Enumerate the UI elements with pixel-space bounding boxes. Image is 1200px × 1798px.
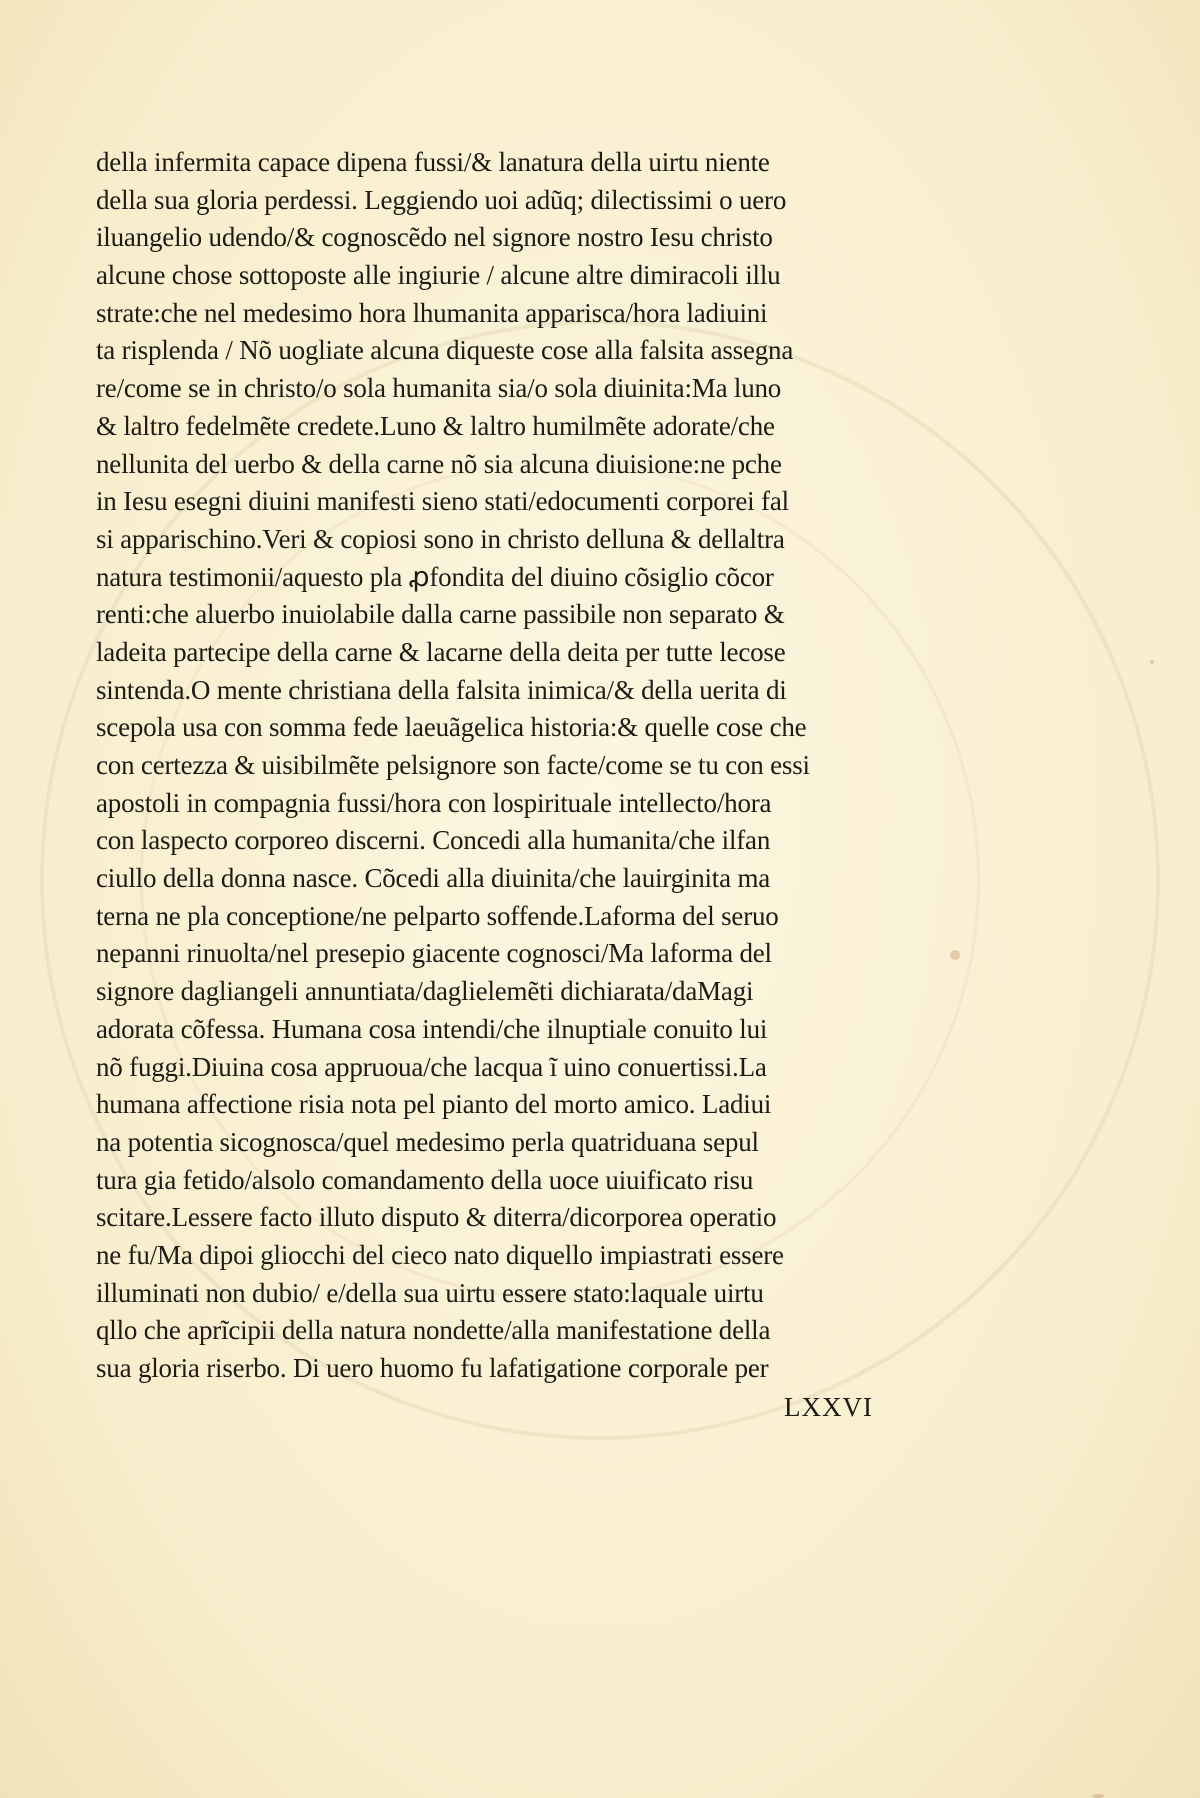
text-line: si apparischino.Veri & copiosi sono in christo delluna & dellaltra [96, 523, 785, 554]
text-line: nellunita del uerbo & della carne nõ sia alcuna diuisione:ne pche [96, 448, 782, 479]
text-line: sintenda.O mente christiana della falsita inimica/& della uerita di [96, 674, 787, 705]
text-line: re/come se in christo/o sola humanita sia/o sola diuinita:Ma luno [96, 373, 782, 404]
text-line: strate:che nel medesimo hora lhumanita apparisca/hora ladiuini [96, 297, 768, 328]
text-line: nõ fuggi.Diuina cosa appruoua/che lacqua ĩ uino conuertissi.La [96, 1051, 767, 1082]
text-line: adorata cõfessa. Humana cosa intendi/che ilnuptiale conuito lui [96, 1013, 768, 1044]
text-line: nepanni rinuolta/nel presepio giacente cognosci/Ma laforma del [96, 938, 772, 969]
text-line: della infermita capace dipena fussi/& lanatura della uirtu niente [96, 147, 770, 177]
text-line: apostoli in compagnia fussi/hora con lospirituale intellecto/hora [96, 787, 772, 818]
body-text [96, 144, 926, 1388]
text-line: iluangelio udendo/& cognoscẽdo nel signore nostro Iesu christo [96, 222, 773, 253]
text-line: scepola usa con somma fede laeuãgelica historia:& quelle cose che [96, 712, 807, 743]
text-line: signore dagliangeli annuntiata/daglielemẽti dichiarata/daMagi [96, 976, 754, 1007]
text-line: qllo che aprĩcipii della natura nondette/alla manifestatione della [96, 1315, 771, 1346]
text-line: tura gia fetido/alsolo comandamento della uoce uiuificato risu [96, 1164, 754, 1195]
text-line: della sua gloria perdessi. Leggiendo uoi adũq; dilectissimi o uero [96, 184, 787, 215]
text-line: ta risplenda / Nõ uogliate alcuna diqueste cose alla falsita assegna [96, 335, 794, 366]
text-line: illuminati non dubio/ e/della sua uirtu essere stato:laquale uirtu [96, 1277, 764, 1308]
text-line: sua gloria riserbo. Di uero huomo fu lafatigatione corporale per [96, 1353, 769, 1383]
text-line: in Iesu esegni diuini manifesti sieno stati/edocumenti corporei fal [96, 486, 789, 517]
text-line: ciullo della donna nasce. Cõcedi alla diuinita/che lauirginita ma [96, 863, 771, 894]
text-line: scitare.Lessere facto illuto disputo & diterra/dicorporea operatio [96, 1202, 777, 1233]
folio-number: LXXVI [784, 1392, 873, 1422]
text-line: con certezza & uisibilmẽte pelsignore son facte/come se tu con essi [96, 750, 810, 780]
text-line: terna ne pla conceptione/ne pelparto soffende.Laforma del seruo [96, 900, 779, 931]
text-line: alcune chose sottoposte alle ingiurie / alcune altre dimiracoli illu [96, 260, 781, 291]
paper-fleck [950, 950, 960, 960]
text-line: renti:che aluerbo inuiolabile dalla carne passibile non separato & [96, 599, 785, 630]
text-line: & laltro fedelmẽte credete.Luno & laltro humilmẽte adorate/che [96, 410, 775, 441]
paper-fleck [1092, 1794, 1104, 1798]
text-line: na potentia sicognosca/quel medesimo perla quatriduana sepul [96, 1126, 759, 1157]
text-line: con laspecto corporeo discerni. Concedi alla humanita/che ilfan [96, 825, 771, 856]
text-line: ne fu/Ma dipoi gliocchi del cieco nato diquello impiastrati essere [96, 1239, 784, 1270]
text-line: natura testimonii/aquesto pla ꝓfondita del diuino cõsiglio cõcor [96, 561, 774, 592]
text-line: ladeita partecipe della carne & lacarne della deita per tutte lecose [96, 636, 786, 667]
text-line: humana affectione risia nota pel pianto del morto amico. Ladiui [96, 1089, 772, 1120]
paper-fleck [1150, 660, 1154, 664]
